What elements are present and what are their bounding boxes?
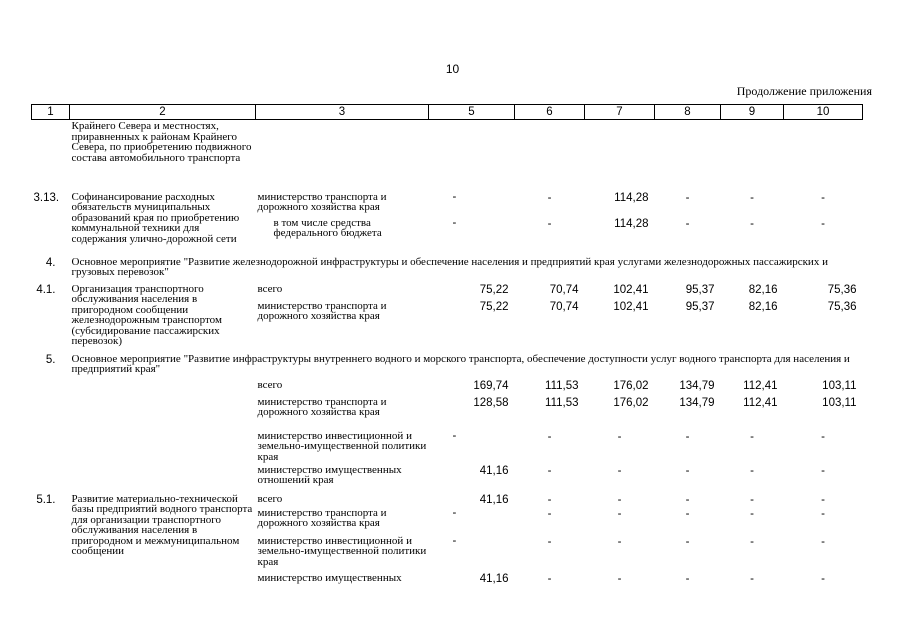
row-org: министерство инвестиционной и земельно-имущественной политики края [257,534,427,568]
cell-10: 75,36 [827,300,857,313]
section-row [32,256,863,283]
table-row [32,120,863,191]
cell-5: 75,22 [479,300,509,313]
col-header-9: 9 [721,105,784,120]
cell-6: - [547,493,552,506]
row-org: всего [257,492,283,505]
row-org: министерство инвестиционной и земельно-имущественной политики края [257,429,427,463]
row-number: 5.1. [36,493,56,506]
row-name: Софинансирование расходных обязательств муниципальных образований края по приобретению коммунальной техники для содержания улично-дорожной сети [71,190,240,245]
cell-6: - [547,507,552,520]
row-number: 3.13. [33,191,60,204]
cell-9: - [750,464,754,477]
row-org: в том числе средства федерального бюджета [273,216,382,239]
cell-7: - [617,464,622,477]
row-name [70,430,256,464]
cell-8: 134,79 [679,396,715,409]
cell-5: - [452,429,457,442]
row-org: министерство транспорта и дорожного хозяйства края [257,190,387,213]
cell-8: 134,79 [679,379,715,392]
cell-9: - [750,493,754,506]
cell-6: - [547,191,552,204]
cell-5: - [452,506,457,519]
cell-7: 114,28 [614,217,649,230]
cell-7 [585,120,655,191]
cell-9: - [750,191,754,204]
row-org: министерство транспорта и дорожного хозяйства края [257,299,387,322]
table-row [32,191,863,217]
col-header-5: 5 [429,105,515,120]
row-number: 4. [45,256,56,269]
row-name: Развитие материально-технической базы предприятий водного транспорта для организации транспортного обслуживания населения в пригородном и межмуниципальном сообщении [71,492,253,557]
cell-5: - [452,190,457,203]
row-name: Крайнего Севера и местностях, приравненных к районам Крайнего Севера, по приобретению подвижного состава автомобильного транспорта [71,120,252,164]
cell-6: - [547,217,552,230]
cell-6 [515,120,585,191]
row-org: министерство транспорта и дорожного хозяйства края [257,506,387,529]
cell-6: 70,74 [549,300,579,313]
appendix-table [31,104,863,586]
cell-7: 102,41 [613,300,649,313]
page-number: 10 [445,62,460,76]
cell-10: 103,11 [822,396,857,409]
cell-8: 95,37 [685,300,715,313]
row-org: министерство имущественных отношений края [257,463,402,486]
row-name [70,379,256,396]
row-number [32,464,70,493]
cell-7: 114,28 [614,191,649,204]
col-header-10: 10 [784,105,863,120]
cell-10: - [821,572,825,585]
col-header-1: 1 [32,105,70,120]
cell-6: 70,74 [549,283,579,296]
section-title: Основное мероприятие "Развитие железнодорожной инфраструктуры и обеспечение населения и предприятий края услугами железнодорожных пассажирских и грузовых перевозок" [71,255,828,278]
cell-9: - [750,535,754,548]
cell-10: - [821,464,825,477]
cell-8: - [685,507,690,520]
cell-5: 41,16 [479,493,509,506]
cell-10 [784,120,863,191]
cell-8: - [685,217,690,230]
cell-6: - [547,572,552,585]
row-org: всего [257,282,283,295]
cell-7: 176,02 [613,396,649,409]
cell-5: 128,58 [473,396,509,409]
row-org: министерство имущественных [257,571,402,584]
cell-7: - [617,430,622,443]
cell-8: - [685,464,690,477]
cell-6: - [547,464,552,477]
col-header-7: 7 [585,105,655,120]
cell-10: - [821,535,825,548]
cell-9: - [750,430,754,443]
row-number [32,396,70,430]
cell-9: 112,41 [743,396,778,409]
cell-9 [721,120,784,191]
cell-7: 102,41 [613,283,649,296]
cell-8: 95,37 [685,283,715,296]
cell-5: - [452,216,457,229]
cell-9: 82,16 [748,300,778,313]
cell-10: - [821,430,825,443]
cell-9: - [750,572,754,585]
row-number: 4.1. [36,283,56,296]
row-org: министерство транспорта и дорожного хозяйства края [257,395,387,418]
cell-8: - [685,493,690,506]
row-name [70,396,256,430]
row-number [32,379,70,396]
cell-6: 111,53 [545,396,579,409]
cell-7: - [617,572,622,585]
cell-5: 169,74 [473,379,509,392]
section-title: Основное мероприятие "Развитие инфраструктуры внутреннего водного и морского транспорта, обеспечение доступности услуг водного транспорта для населения и предприятий края" [71,352,850,375]
cell-9: - [750,217,754,230]
cell-8: - [685,430,690,443]
cell-10: 103,11 [822,379,857,392]
col-header-3: 3 [256,105,429,120]
cell-7: - [617,493,622,506]
cell-6: - [547,535,552,548]
cell-6: 111,53 [545,379,579,392]
cell-5: 41,16 [479,464,509,477]
continuation-label: Продолжение приложения [736,84,872,98]
cell-10: - [821,493,825,506]
row-name [70,464,256,493]
cell-5: 75,22 [479,283,509,296]
table-row [32,493,863,507]
row-name: Организация транспортного обслуживания населения в пригородном сообщении железнодорожным транспортом (субсидирование пассажирских перевозок) [71,282,222,347]
cell-8: - [685,191,690,204]
cell-9: 112,41 [743,379,778,392]
cell-8: - [685,572,690,585]
cell-5 [429,120,515,191]
cell-7: - [617,535,622,548]
row-org: всего [257,378,283,391]
row-number [32,430,70,464]
cell-9: - [750,507,754,520]
table-row [32,430,863,464]
header-row [32,105,863,120]
cell-7: - [617,507,622,520]
table-row [32,396,863,430]
cell-9: 82,16 [748,283,778,296]
table-row [32,379,863,396]
row-number: 5. [45,353,56,366]
table-row [32,464,863,493]
cell-10: - [821,191,825,204]
cell-8: - [685,535,690,548]
cell-6: - [547,430,552,443]
cell-10: - [821,217,825,230]
cell-10: 75,36 [827,283,857,296]
cell-7: 176,02 [613,379,649,392]
section-row [32,353,863,379]
cell-10: - [821,507,825,520]
table-row [32,283,863,300]
col-header-8: 8 [655,105,721,120]
row-number [32,120,70,191]
col-header-2: 2 [70,105,256,120]
cell-8 [655,120,721,191]
row-org [256,120,429,191]
col-header-6: 6 [515,105,585,120]
cell-5: 41,16 [479,572,509,585]
cell-5: - [452,534,457,547]
